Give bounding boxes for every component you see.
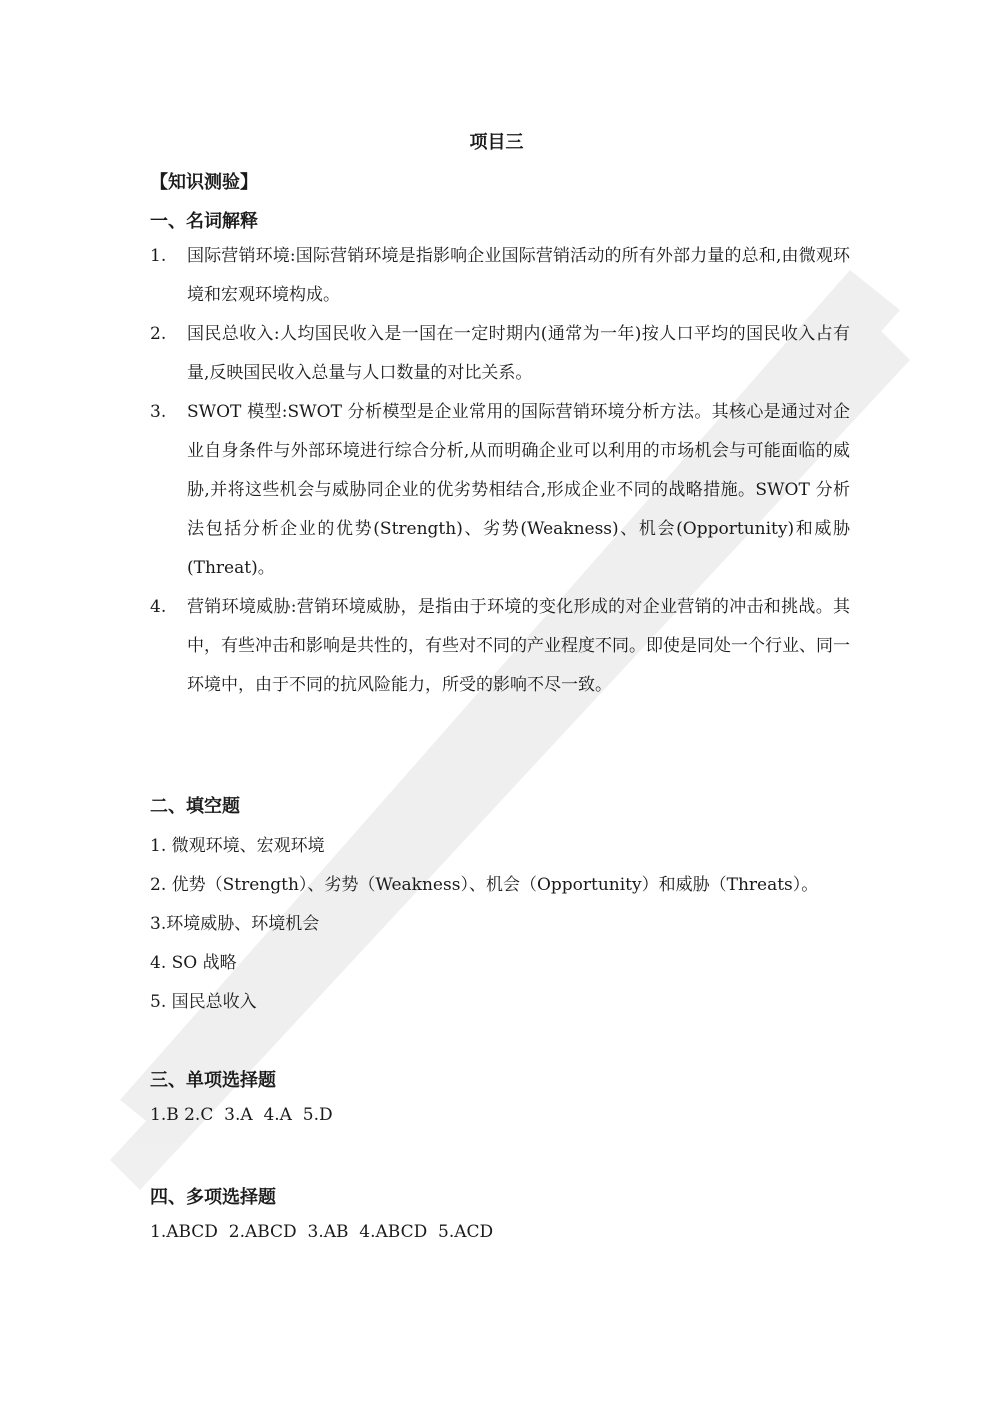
page-title: 项目三 — [469, 132, 524, 153]
heading-multiple-choice: 四、多项选择题 — [150, 1187, 276, 1208]
term-text: 国际营销环境:国际营销环境是指影响企业国际营销活动的所有外部力量的总和,由微观环境和宏观环境构成。 — [187, 246, 850, 305]
term-number: 4. — [150, 597, 167, 617]
term-number: 2. — [150, 324, 167, 344]
heading-fill-in-blank: 二、填空题 — [150, 796, 240, 817]
single-choice-answers: 1.B 2.C 3.A 4.A 5.D — [150, 1105, 333, 1125]
heading-single-choice: 三、单项选择题 — [150, 1070, 276, 1091]
term-number: 3. — [150, 402, 167, 422]
term-text: 营销环境威胁:营销环境威胁，是指由于环境的变化形成的对企业营销的冲击和挑战。其中，有些冲击和影响是共性的，有些对不同的产业程度不同。即使是同处一个行业、同一环境中，由于不同的抗风险能力，所受的影响不尽一致。 — [187, 597, 850, 695]
fill-answer-3: 3.环境威胁、环境机会 — [150, 914, 320, 934]
term-text: 国民总收入:人均国民收入是一国在一定时期内(通常为一年)按人口平均的国民收入占有量,反映国民收入总量与人口数量的对比关系。 — [187, 324, 850, 383]
term-text: SWOT 模型:SWOT 分析模型是企业常用的国际营销环境分析方法。其核心是通过对企业自身条件与外部环境进行综合分析,从而明确企业可以利用的市场机会与可能面临的威胁,并将这些机会与威胁同企业的优劣势相结合,形成企业不同的战略措施。SWOT 分析法包括分析企业的优势(Strength)、劣势(Weakness)、机会(Opportunity)和威胁(Threat)。 — [187, 402, 850, 578]
fill-answer-1: 1. 微观环境、宏观环境 — [150, 836, 325, 856]
term-item-3 — [150, 393, 850, 588]
fill-answer-2: 2. 优势（Strength）、劣势（Weakness）、机会（Opportunity）和威胁（Threats）。 — [150, 875, 819, 895]
term-number: 1. — [150, 246, 167, 266]
term-item-4 — [150, 588, 850, 705]
fill-answer-5: 5. 国民总收入 — [150, 992, 257, 1012]
heading-term-definitions: 一、名词解释 — [150, 211, 258, 232]
term-item-1 — [150, 237, 850, 315]
multiple-choice-answers: 1.ABCD 2.ABCD 3.AB 4.ABCD 5.ACD — [150, 1222, 494, 1242]
term-item-2 — [150, 315, 850, 393]
fill-answer-4: 4. SO 战略 — [150, 953, 237, 973]
section-tag: 【知识测验】 — [150, 172, 258, 193]
